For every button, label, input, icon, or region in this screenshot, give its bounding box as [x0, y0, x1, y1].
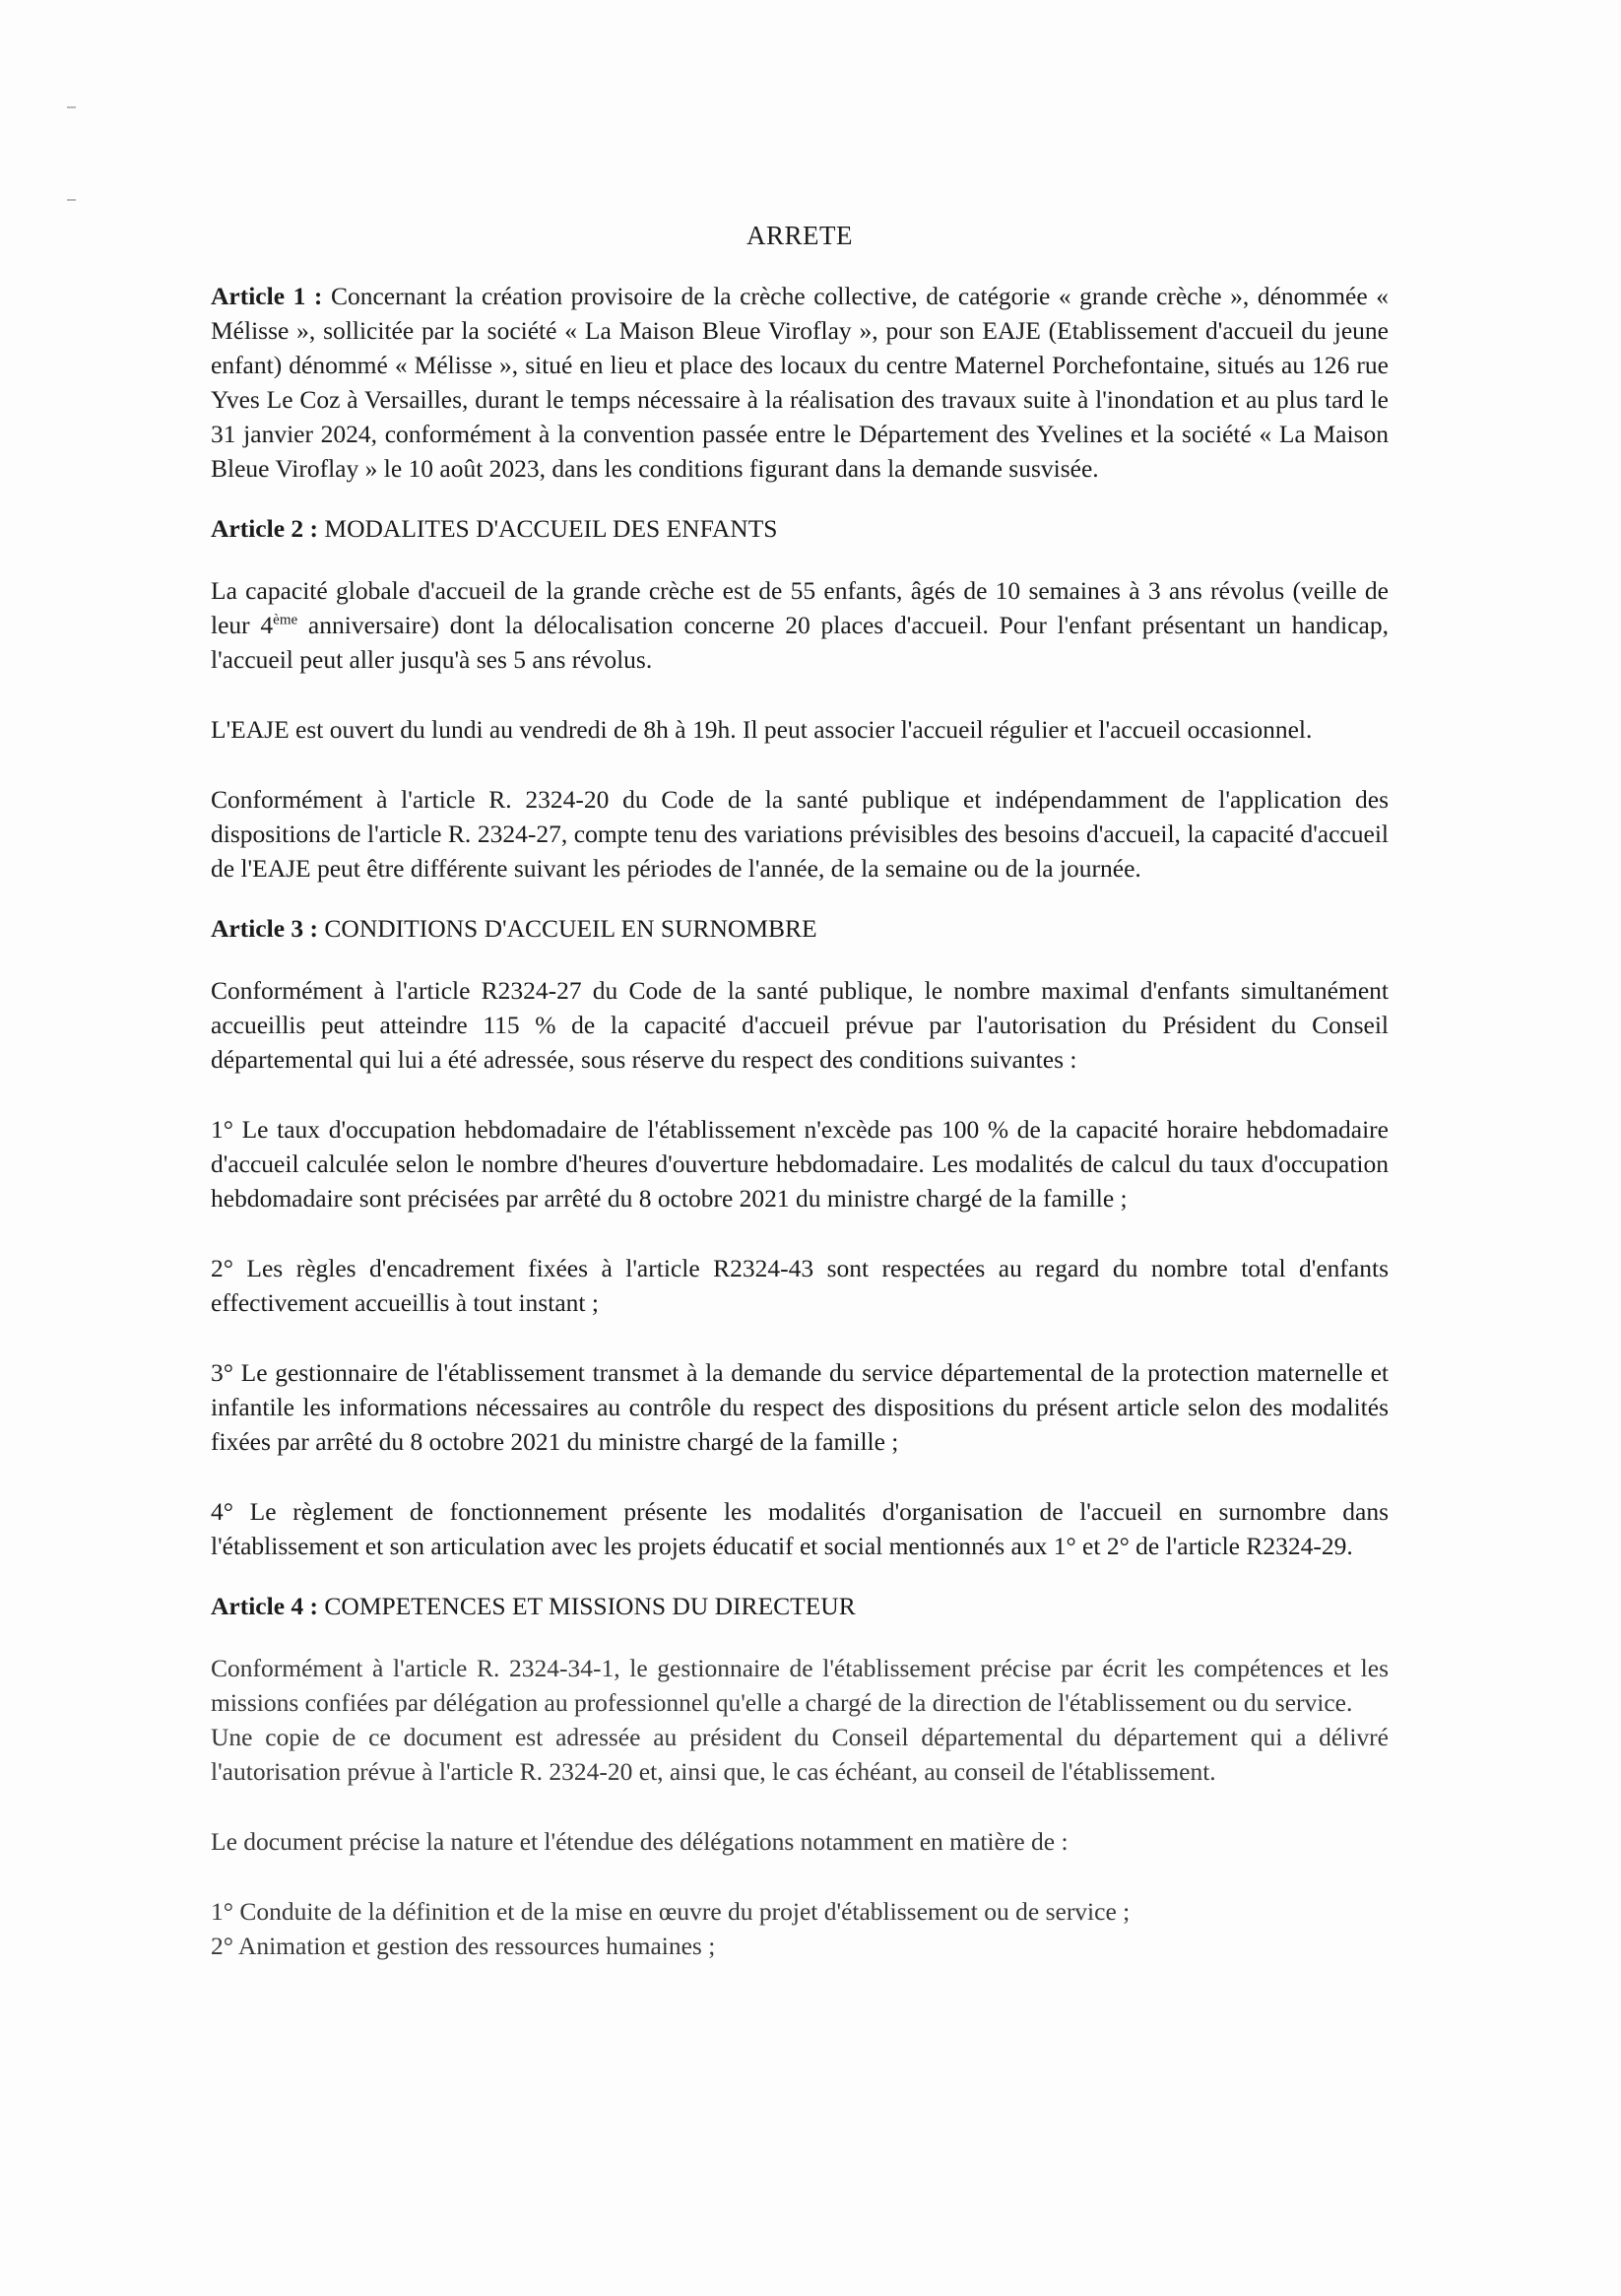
article-4-scope-paragraph: Le document précise la nature et l'étendue des délégations notamment en matière de : [211, 1827, 1069, 1856]
article-4-title: COMPETENCES ET MISSIONS DU DIRECTEUR [324, 1592, 856, 1620]
article-2-title: MODALITES D'ACCUEIL DES ENFANTS [324, 514, 778, 543]
article-3-heading [211, 911, 1389, 946]
article-3-condition-2: 2° Les règles d'encadrement fixées à l'article R2324-43 sont respectées au regard du nombre total d'enfants effectivement accueillis à tout instant ; [211, 1254, 1389, 1317]
article-4-heading [211, 1589, 1389, 1623]
scan-mark [67, 106, 76, 108]
article-3-condition-4: 4° Le règlement de fonctionnement présente les modalités d'organisation de l'accueil en surnombre dans l'établissement et son articulation avec les projets éducatif et social mentionnés aux 1° et 2° de l'article R2324-29. [211, 1497, 1389, 1560]
article-3-title: CONDITIONS D'ACCUEIL EN SURNOMBRE [324, 914, 817, 943]
article-3-label: Article 3 : [211, 914, 319, 943]
article-2-capacity-text-a: La capacité globale d'accueil de la grande crèche est de 55 enfants, âgés de 10 semaines à 3 ans révolus (veille de leur 4 [211, 576, 1389, 639]
article-2-heading [211, 511, 1389, 546]
superscript-ordinal: ème [273, 612, 298, 628]
article-2-variation-paragraph: Conformément à l'article R. 2324-20 du Code de la santé publique et indépendamment de l'application des dispositions de l'article R. 2324-27, compte tenu des variations prévisibles des besoins d'accueil, la capacité d'accueil de l'EAJE peut être différente suivant les périodes de l'année, de la semaine ou de la journée. [211, 785, 1389, 883]
article-4-list-item: 1° Conduite de la définition et de la mise en œuvre du projet d'établissement ou de service ; [211, 1897, 1131, 1926]
article-3-condition-1: 1° Le taux d'occupation hebdomadaire de l'établissement n'excède pas 100 % de la capacité horaire hebdomadaire d'accueil calculée selon le nombre d'heures d'ouverture hebdomadaire. Les modalités de calcul du taux d'occupation hebdomadaire sont précisées par arrêté du 8 octobre 2021 du ministre chargé de la famille ; [211, 1115, 1389, 1213]
article-2-label: Article 2 : [211, 514, 319, 543]
document-body [211, 207, 1389, 1963]
document-title: ARRETE [746, 221, 853, 250]
article-1-label: Article 1 : [211, 282, 323, 310]
article-4-label: Article 4 : [211, 1592, 319, 1620]
article-3-condition-3: 3° Le gestionnaire de l'établissement transmet à la demande du service départemental de la protection maternelle et infantile les informations nécessaires au contrôle du respect des dispositions du présent article selon des modalités fixées par arrêté du 8 octobre 2021 du ministre chargé de la famille ; [211, 1358, 1389, 1456]
article-2-capacity-text-b: anniversaire) dont la délocalisation concerne 20 places d'accueil. Pour l'enfant présentant un handicap, l'accueil peut aller jusqu'à ses 5 ans révolus. [211, 611, 1389, 674]
scan-mark [67, 199, 76, 201]
article-2-capacity-paragraph [211, 573, 1389, 677]
article-1-text: Concernant la création provisoire de la crèche collective, de catégorie « grande crèche », dénommée « Mélisse », sollicitée par la société « La Maison Bleue Viroflay », pour son EAJE (Etablissement d'accueil du jeune enfant) dénommé « Mélisse », situé en lieu et place des locaux du centre Maternel Porchefontaine, situés au 126 rue Yves Le Coz à Versailles, durant le temps nécessaire à la réalisation des travaux suite à l'inondation et au plus tard le 31 janvier 2024, conformément à la convention passée entre le Département des Yvelines et la société « La Maison Bleue Viroflay » le 10 août 2023, dans les conditions figurant dans la demande susvisée. [211, 282, 1389, 483]
article-4-list-item: 2° Animation et gestion des ressources humaines ; [211, 1932, 716, 1960]
article-4-copy-paragraph: Une copie de ce document est adressée au président du Conseil départemental du département qui a délivré l'autorisation prévue à l'article R. 2324-20 et, ainsi que, le cas échéant, au conseil de l'établissement. [211, 1723, 1389, 1786]
article-2-hours-paragraph: L'EAJE est ouvert du lundi au vendredi de 8h à 19h. Il peut associer l'accueil régulier et l'accueil occasionnel. [211, 715, 1313, 744]
article-4-delegation-paragraph: Conformément à l'article R. 2324-34-1, le gestionnaire de l'établissement précise par écrit les compétences et les missions confiées par délégation au professionnel qu'elle a chargé de la direction de l'établissement ou du service. [211, 1654, 1389, 1717]
article-1-paragraph [211, 279, 1389, 486]
article-3-intro-paragraph: Conformément à l'article R2324-27 du Code de la santé publique, le nombre maximal d'enfants simultanément accueillis peut atteindre 115 % de la capacité d'accueil prévue par l'autorisation du Président du Conseil départemental qui lui a été adressée, sous réserve du respect des conditions suivantes : [211, 976, 1389, 1074]
